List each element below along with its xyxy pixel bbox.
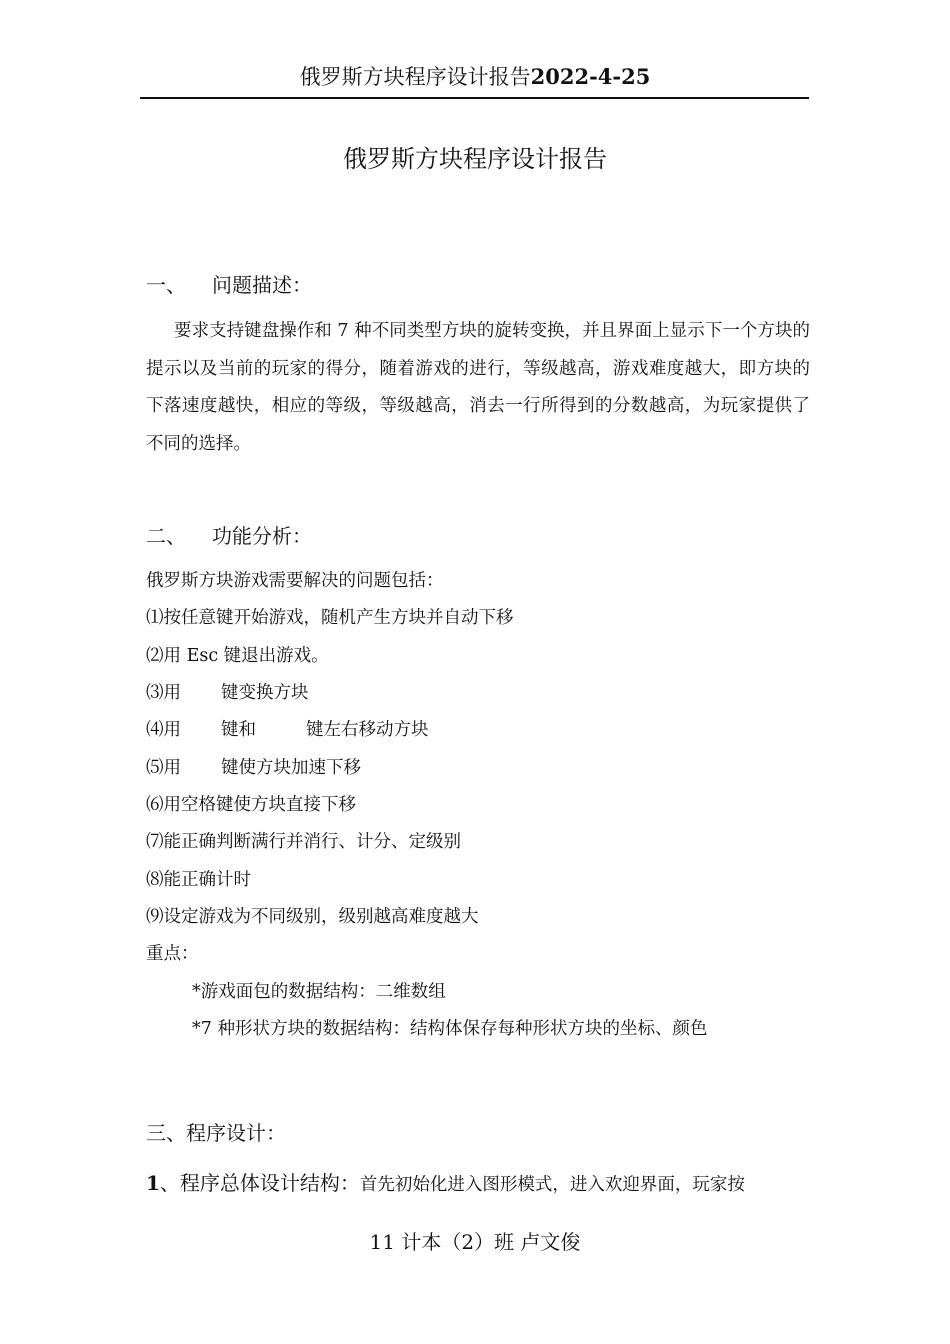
section-heading-2 [146, 522, 312, 550]
key-point: *游戏面包的数据结构：二维数组 [192, 982, 446, 1002]
section-title: 问题描述： [212, 273, 312, 297]
list-item: ⑻能正确计时 [146, 870, 251, 890]
list-item: ⑷用 键和 键左右移动方块 [146, 720, 429, 740]
section-heading-3 [146, 1119, 286, 1147]
header-title: 俄罗斯方块程序设计报告 [299, 65, 531, 89]
key-points-label: 重点： [146, 944, 199, 964]
section-number: 二、 [146, 524, 186, 548]
list-item: ⑵用 Esc 键退出游戏。 [146, 646, 329, 666]
list-item: ⑴按任意键开始游戏，随机产生方块并自动下移 [146, 608, 514, 628]
page-footer: 11 计本（2）班 卢文俊 [369, 1230, 581, 1254]
key-point: *7 种形状方块的数据结构：结构体保存每种形状方块的坐标、颜色 [192, 1019, 708, 1039]
running-header [140, 62, 810, 92]
document-title: 俄罗斯方块程序设计报告 [343, 145, 607, 173]
list-item: ⑸用 键使方块加速下移 [146, 758, 361, 778]
list-item: ⑺能正确判断满行并消行、计分、定级别 [146, 832, 461, 852]
list-item: ⑶用 键变换方块 [146, 683, 309, 703]
list-item: ⑹用空格键使方块直接下移 [146, 795, 356, 815]
list-item: ⑼设定游戏为不同级别，级别越高难度越大 [146, 907, 479, 927]
header-divider [140, 97, 809, 99]
section-title: 功能分析： [212, 524, 312, 548]
subsection-heading: 1、程序总体设计结构：首先初始化进入图形模式，进入欢迎界面，玩家按 [146, 1171, 745, 1195]
problem-description-paragraph: 要求支持键盘操作和 7 种不同类型方块的旋转变换，并且界面上显示下一个方块的提示以及当前的玩家的得分，随着游戏的进行，等级越高，游戏难度越大，即方块的下落速度越快，相应的等级，等级越高，消去一行所得到的分数越高，为玩家提供了不同的选择。 [146, 321, 810, 454]
section-title: 三、程序设计： [146, 1121, 286, 1145]
subsection-text: 首先初始化进入图形模式，进入欢迎界面，玩家按 [359, 1175, 745, 1195]
function-intro: 俄罗斯方块游戏需要解决的问题包括： [146, 571, 444, 591]
section-heading-1 [146, 271, 312, 299]
header-date: 2022-4-25 [530, 64, 651, 89]
section-number: 一、 [146, 273, 186, 297]
